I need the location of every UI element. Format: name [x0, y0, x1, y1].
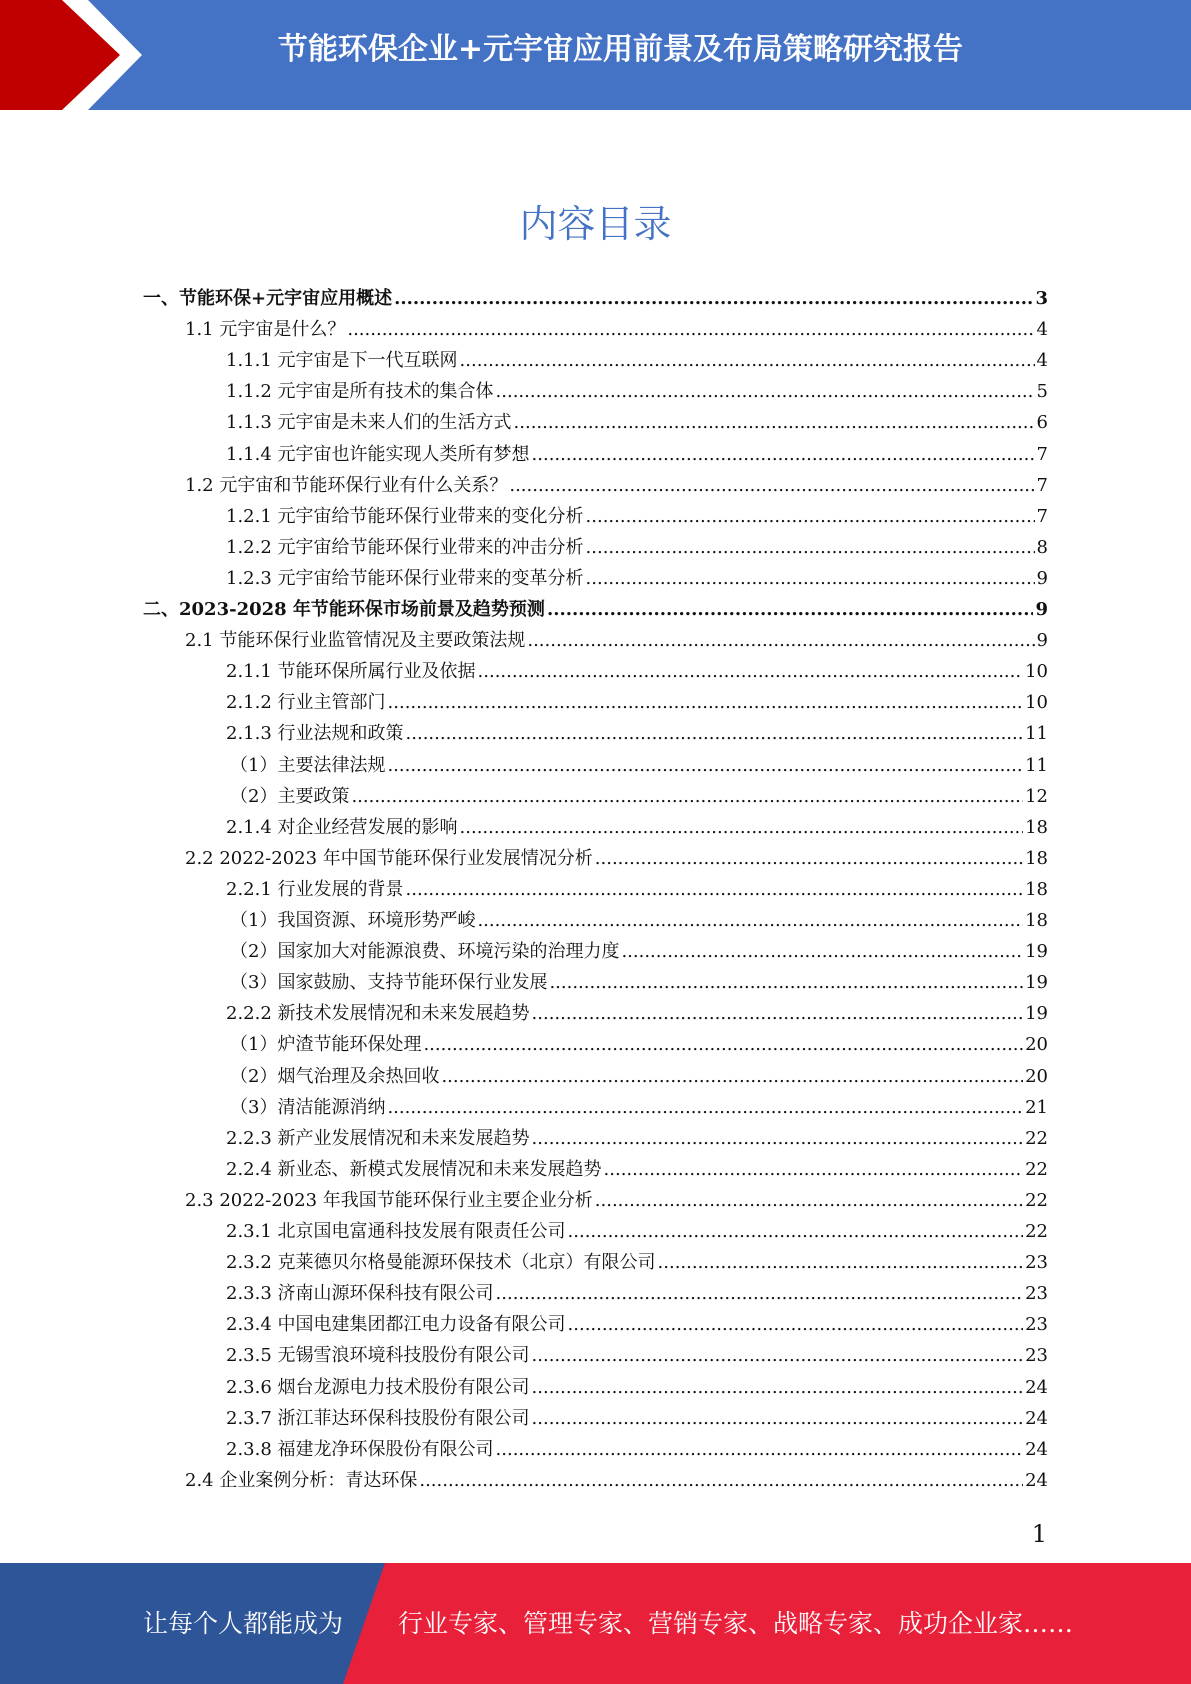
- toc-entry[interactable]: [226, 1372, 1048, 1403]
- toc-entry-label: 2.3.7 浙江菲达环保科技股份有限公司: [226, 1407, 530, 1429]
- toc-entry-label: 2.2.3 新产业发展情况和未来发展趋势: [226, 1127, 530, 1149]
- toc-entry[interactable]: [226, 439, 1048, 470]
- toc-entry[interactable]: [226, 812, 1048, 843]
- toc-leader-dots: [460, 812, 1024, 843]
- toc-leader-dots: [419, 1465, 1023, 1496]
- toc-entry[interactable]: [230, 905, 1048, 936]
- toc-entry-label: 2.4 企业案例分析：青达环保: [185, 1469, 418, 1491]
- toc-entry[interactable]: [226, 1403, 1048, 1434]
- toc-entry-label: 2.1.2 行业主管部门: [226, 692, 386, 714]
- page-number: 1: [1031, 1520, 1047, 1548]
- header-banner: [0, 0, 1191, 110]
- toc-entry-page: 23: [1025, 1345, 1048, 1367]
- toc-entry-label: 2.3.4 中国电建集团都江电力设备有限公司: [226, 1314, 566, 1336]
- toc-entry-label: 1.2.1 元宇宙给节能环保行业带来的变化分析: [226, 505, 584, 527]
- toc-entry-label: 1.1.2 元宇宙是所有技术的集合体: [226, 381, 494, 403]
- toc-entry[interactable]: [226, 1216, 1048, 1247]
- toc-entry-page: 22: [1025, 1189, 1048, 1211]
- toc-entry-label: （3）国家鼓励、支持节能环保行业发展: [230, 972, 548, 994]
- toc-entry-page: 19: [1025, 941, 1048, 963]
- toc-leader-dots: [604, 1154, 1024, 1185]
- toc-leader-dots: [394, 283, 1033, 314]
- toc-entry-page: 24: [1025, 1407, 1048, 1429]
- toc-leader-dots: [549, 967, 1023, 998]
- toc-leader-dots: [532, 1123, 1024, 1154]
- toc-entry-page: 7: [1036, 474, 1048, 496]
- toc-leader-dots: [547, 594, 1034, 625]
- toc-entry-page: 20: [1025, 1065, 1048, 1087]
- toc-entry-label: （2）烟气治理及余热回收: [230, 1065, 440, 1087]
- toc-entry[interactable]: [226, 1340, 1048, 1371]
- toc-entry-label: 2.3.3 济南山源环保科技有限公司: [226, 1283, 494, 1305]
- toc-entry-page: 23: [1025, 1314, 1048, 1336]
- toc-entry[interactable]: [226, 407, 1048, 438]
- toc-leader-dots: [586, 563, 1035, 594]
- toc-leader-dots: [406, 718, 1024, 749]
- toc-entry-label: 2.3.8 福建龙净环保股份有限公司: [226, 1438, 494, 1460]
- toc-leader-dots: [532, 1403, 1024, 1434]
- toc-entry-label: 2.2.4 新业态、新模式发展情况和未来发展趋势: [226, 1158, 602, 1180]
- toc-entry-page: 18: [1025, 910, 1048, 931]
- toc-entry-label: 2.1 节能环保行业监管情况及主要政策法规: [185, 630, 526, 652]
- report-title: 节能环保企业+元宇宙应用前景及布局策略研究报告: [277, 32, 964, 67]
- toc-entry-label: （3）清洁能源消纳: [230, 1096, 386, 1118]
- toc-leader-dots: [514, 407, 1035, 438]
- toc-leader-dots: [387, 1092, 1023, 1123]
- toc-leader-dots: [527, 625, 1034, 656]
- toc-leader-dots: [496, 1278, 1024, 1309]
- toc-entry-page: 22: [1025, 1221, 1048, 1242]
- header-arrow-decoration: [0, 0, 160, 110]
- toc-entry-page: 19: [1025, 1003, 1048, 1025]
- toc-entry-page: 3: [1035, 288, 1048, 309]
- toc-leader-dots: [586, 532, 1035, 563]
- toc-entry[interactable]: [230, 750, 1048, 781]
- toc-leader-dots: [388, 687, 1024, 718]
- toc-entry[interactable]: [226, 563, 1048, 594]
- toc-leader-dots: [532, 439, 1035, 470]
- toc-entry[interactable]: [230, 1092, 1048, 1123]
- toc-entry[interactable]: [226, 1123, 1048, 1154]
- toc-leader-dots: [347, 314, 1034, 345]
- toc-entry-page: 18: [1025, 878, 1048, 900]
- toc-entry-page: 18: [1025, 816, 1048, 838]
- toc-entry-page: 4: [1036, 319, 1048, 341]
- toc-entry-page: 10: [1025, 692, 1048, 714]
- toc-entry[interactable]: [226, 1247, 1048, 1278]
- toc-entry-label: 一、节能环保+元宇宙应用概述: [143, 288, 393, 309]
- toc-entry[interactable]: [226, 874, 1048, 905]
- toc-leader-dots: [478, 656, 1024, 687]
- toc-entry-label: 2.1.3 行业法规和政策: [226, 723, 404, 745]
- toc-entry-label: 2.2.1 行业发展的背景: [226, 878, 404, 900]
- toc-entry[interactable]: [230, 781, 1048, 812]
- toc-entry[interactable]: [226, 718, 1048, 749]
- toc-entry-label: 1.1.3 元宇宙是未来人们的生活方式: [226, 412, 512, 434]
- toc-entry-label: 2.3.5 无锡雪浪环境科技股份有限公司: [226, 1345, 530, 1367]
- toc-entry-page: 11: [1025, 723, 1048, 745]
- toc-entry[interactable]: [226, 532, 1048, 563]
- toc-entry-page: 23: [1025, 1252, 1048, 1274]
- toc-leader-dots: [423, 1029, 1023, 1060]
- toc-heading: 内容目录: [519, 202, 672, 246]
- toc-entry[interactable]: [226, 1278, 1048, 1309]
- toc-entry[interactable]: [143, 594, 1048, 625]
- toc-entry-label: 2.3.6 烟台龙源电力技术股份有限公司: [226, 1376, 530, 1398]
- toc-leader-dots: [658, 1247, 1024, 1278]
- toc-entry-label: 2.3.2 克莱德贝尔格曼能源环保技术（北京）有限公司: [226, 1252, 656, 1274]
- toc-entry-label: （2）国家加大对能源浪费、环境污染的治理力度: [230, 941, 620, 963]
- toc-entry-label: 1.2.3 元宇宙给节能环保行业带来的变革分析: [226, 567, 584, 589]
- toc-entry[interactable]: [226, 1309, 1048, 1340]
- toc-entry-page: 7: [1036, 505, 1048, 527]
- footer-slogan-left: 让每个人都能成为: [143, 1609, 344, 1638]
- toc-leader-dots: [477, 905, 1023, 936]
- toc-entry[interactable]: [185, 470, 1048, 501]
- toc-entry[interactable]: [185, 843, 1048, 874]
- toc-entry-page: 9: [1035, 599, 1048, 620]
- toc-entry[interactable]: [226, 1434, 1048, 1465]
- toc-entry-page: 6: [1036, 412, 1048, 434]
- toc-leader-dots: [532, 1340, 1024, 1371]
- toc-leader-dots: [460, 345, 1035, 376]
- toc-entry[interactable]: [226, 376, 1048, 407]
- toc-entry-page: 12: [1025, 785, 1048, 807]
- toc-leader-dots: [532, 1372, 1024, 1403]
- toc-entry[interactable]: [230, 967, 1048, 998]
- toc-leader-dots: [595, 1185, 1023, 1216]
- toc-entry-label: （1）炉渣节能环保处理: [230, 1034, 422, 1056]
- toc-leader-dots: [406, 874, 1024, 905]
- toc-entry-page: 24: [1025, 1469, 1048, 1491]
- toc-entry-page: 4: [1036, 350, 1048, 372]
- toc-entry-page: 21: [1025, 1096, 1048, 1118]
- footer-slogan-right: 行业专家、管理专家、营销专家、战略专家、成功企业家……: [398, 1609, 1074, 1638]
- toc-entry-label: 1.1.4 元宇宙也许能实现人类所有梦想: [226, 443, 530, 465]
- toc-leader-dots: [586, 501, 1035, 532]
- toc-entry-page: 18: [1025, 847, 1048, 869]
- toc-entry-label: 1.2.2 元宇宙给节能环保行业带来的冲击分析: [226, 536, 584, 558]
- toc-entry[interactable]: [230, 936, 1048, 967]
- toc-entry-page: 10: [1025, 661, 1048, 683]
- toc-leader-dots: [532, 998, 1024, 1029]
- toc-entry[interactable]: [185, 314, 1048, 345]
- toc-entry-label: 2.3 2022-2023 年我国节能环保行业主要企业分析: [185, 1189, 593, 1211]
- toc-entry-page: 7: [1036, 443, 1048, 465]
- toc-entry-page: 24: [1025, 1438, 1048, 1460]
- toc-leader-dots: [496, 1434, 1024, 1465]
- toc-entry-page: 11: [1025, 754, 1048, 776]
- toc-leader-dots: [496, 376, 1035, 407]
- toc-entry-page: 19: [1025, 972, 1048, 994]
- toc-entry-page: 5: [1036, 381, 1048, 403]
- toc-entry-label: 2.1.4 对企业经营发展的影响: [226, 816, 458, 838]
- toc-entry-page: 8: [1036, 536, 1048, 558]
- toc-entry-label: 1.1 元宇宙是什么？: [185, 319, 346, 341]
- toc-entry[interactable]: [226, 501, 1048, 532]
- toc-entry[interactable]: [226, 1154, 1048, 1185]
- toc-entry-page: 9: [1036, 567, 1048, 589]
- toc-entry-label: 2.2 2022-2023 年中国节能环保行业发展情况分析: [185, 847, 593, 869]
- toc-leader-dots: [509, 470, 1034, 501]
- toc-entry-label: 2.2.2 新技术发展情况和未来发展趋势: [226, 1003, 530, 1025]
- toc-leader-dots: [568, 1309, 1024, 1340]
- toc-leader-dots: [351, 781, 1023, 812]
- toc-entry-label: 二、2023-2028 年节能环保市场前景及趋势预测: [143, 599, 545, 620]
- toc-entry-label: （2）主要政策: [230, 785, 350, 807]
- toc-entry[interactable]: [230, 1061, 1048, 1092]
- toc-leader-dots: [595, 843, 1023, 874]
- toc-entry[interactable]: [226, 656, 1048, 687]
- toc-entry-label: 1.1.1 元宇宙是下一代互联网: [226, 350, 458, 372]
- toc-entry-label: 2.3.1 北京国电富通科技发展有限责任公司: [226, 1221, 566, 1242]
- toc-leader-dots: [568, 1216, 1024, 1247]
- toc-entry-page: 20: [1025, 1034, 1048, 1056]
- toc-entry-page: 24: [1025, 1376, 1048, 1398]
- toc-entry[interactable]: [185, 625, 1048, 656]
- toc-entry[interactable]: [185, 1185, 1048, 1216]
- toc-entry[interactable]: [230, 1029, 1048, 1060]
- toc-entry-label: （1）主要法律法规: [230, 754, 386, 776]
- toc-leader-dots: [621, 936, 1023, 967]
- toc-entry[interactable]: [226, 998, 1048, 1029]
- toc-entry-label: （1）我国资源、环境形势严峻: [230, 910, 476, 931]
- toc-entry-label: 1.2 元宇宙和节能环保行业有什么关系？: [185, 474, 508, 496]
- toc-entry[interactable]: [143, 283, 1048, 314]
- toc-entry-page: 9: [1036, 630, 1048, 652]
- toc-entry[interactable]: [185, 1465, 1048, 1496]
- toc-leader-dots: [387, 750, 1023, 781]
- toc-entry[interactable]: [226, 345, 1048, 376]
- toc-entry-page: 22: [1025, 1127, 1048, 1149]
- toc-entry-label: 2.1.1 节能环保所属行业及依据: [226, 661, 476, 683]
- toc-entry[interactable]: [226, 687, 1048, 718]
- toc-entry-page: 23: [1025, 1283, 1048, 1305]
- toc-leader-dots: [441, 1061, 1023, 1092]
- footer-banner: [0, 1563, 1191, 1684]
- toc-entry-page: 22: [1025, 1158, 1048, 1180]
